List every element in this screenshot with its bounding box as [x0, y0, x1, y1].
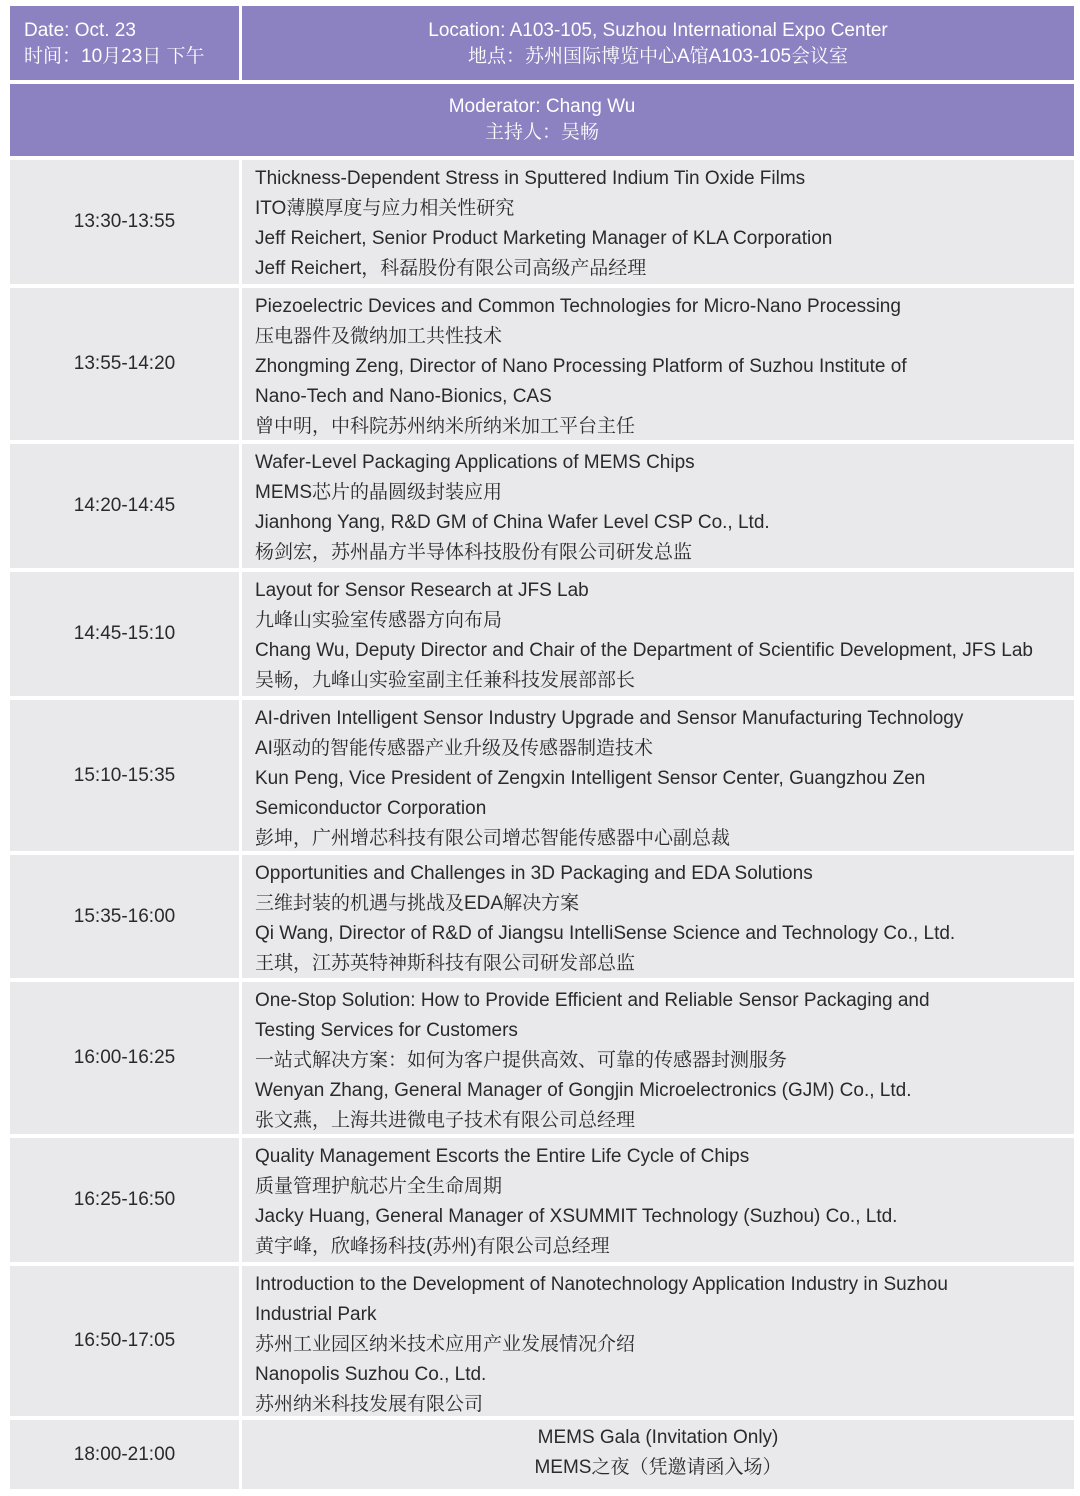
session-details — [242, 982, 1074, 1134]
session-details — [242, 1138, 1074, 1262]
session-row — [10, 982, 1074, 1134]
session-line: Introduction to the Development of Nanotechnology Application Industry in Suzhou — [255, 1274, 948, 1295]
session-line: Wenyan Zhang, General Manager of Gongjin Microelectronics (GJM) Co., Ltd. — [255, 1080, 912, 1101]
session-time: 16:25-16:50 — [10, 1138, 239, 1262]
session-time: 16:50-17:05 — [10, 1266, 239, 1416]
session-line: MEMS芯片的晶圆级封装应用 — [255, 482, 503, 503]
session-row — [10, 444, 1074, 568]
session-line: 吴畅，九峰山实验室副主任兼科技发展部部长 — [255, 670, 636, 691]
location-cell — [242, 6, 1074, 80]
session-line: Jacky Huang, General Manager of XSUMMIT Technology (Suzhou) Co., Ltd. — [255, 1206, 898, 1227]
session-line: ITO薄膜厚度与应力相关性研究 — [255, 198, 515, 219]
session-line: AI驱动的智能传感器产业升级及传感器制造技术 — [255, 738, 653, 759]
location-zh: 地点：苏州国际博览中心A馆A103-105会议室 — [467, 46, 849, 67]
date-cell — [10, 6, 239, 80]
moderator-cell — [10, 84, 1074, 156]
session-line: 王琪，江苏英特神斯科技有限公司研发部总监 — [255, 953, 636, 974]
session-line: Testing Services for Customers — [255, 1020, 518, 1041]
session-line: Semiconductor Corporation — [255, 798, 487, 819]
moderator-row — [10, 84, 1074, 156]
session-time: 16:00-16:25 — [10, 982, 239, 1134]
session-line: Nanopolis Suzhou Co., Ltd. — [255, 1364, 487, 1385]
session-time: 14:45-15:10 — [10, 572, 239, 696]
session-details — [242, 160, 1074, 284]
gala-cell — [242, 1420, 1074, 1489]
session-line: Jianhong Yang, R&D GM of China Wafer Level CSP Co., Ltd. — [255, 512, 770, 533]
session-line: 九峰山实验室传感器方向布局 — [255, 610, 503, 631]
session-row — [10, 1266, 1074, 1416]
session-line: 曾中明，中科院苏州纳米所纳米加工平台主任 — [255, 416, 636, 437]
session-line: Jeff Reichert，科磊股份有限公司高级产品经理 — [255, 258, 647, 279]
session-line: 压电器件及微纳加工共性技术 — [255, 326, 503, 347]
session-line: AI-driven Intelligent Sensor Industry Upgrade and Sensor Manufacturing Technology — [255, 708, 964, 729]
session-line: Piezoelectric Devices and Common Technologies for Micro-Nano Processing — [255, 296, 901, 317]
session-line: Wafer-Level Packaging Applications of MEMS Chips — [255, 452, 695, 473]
session-line: 杨剑宏，苏州晶方半导体科技股份有限公司研发总监 — [255, 542, 693, 563]
session-row — [10, 700, 1074, 851]
moderator-zh: 主持人：吴畅 — [484, 122, 599, 143]
session-line: Quality Management Escorts the Entire Life Cycle of Chips — [255, 1146, 750, 1167]
session-line: Chang Wu, Deputy Director and Chair of the Department of Scientific Development, JFS Lab — [255, 640, 1033, 661]
session-line: One-Stop Solution: How to Provide Efficient and Reliable Sensor Packaging and — [255, 990, 930, 1011]
session-details — [242, 700, 1074, 851]
session-line: Industrial Park — [255, 1304, 377, 1325]
session-line: Jeff Reichert, Senior Product Marketing Manager of KLA Corporation — [255, 228, 833, 249]
session-line: 苏州纳米科技发展有限公司 — [255, 1394, 484, 1415]
session-time: 15:10-15:35 — [10, 700, 239, 851]
session-details — [242, 288, 1074, 440]
session-line: 质量管理护航芯片全生命周期 — [255, 1176, 503, 1197]
session-line: 苏州工业园区纳米技术应用产业发展情况介绍 — [255, 1334, 636, 1355]
session-row — [10, 288, 1074, 440]
gala-time: 18:00-21:00 — [10, 1420, 239, 1489]
session-line: Zhongming Zeng, Director of Nano Processing Platform of Suzhou Institute of — [255, 356, 907, 377]
session-line: Thickness-Dependent Stress in Sputtered Indium Tin Oxide Films — [255, 168, 806, 189]
session-line: Nano-Tech and Nano-Bionics, CAS — [255, 386, 552, 407]
date-en: Date: Oct. 23 — [24, 20, 136, 41]
session-time: 14:20-14:45 — [10, 444, 239, 568]
session-details — [242, 444, 1074, 568]
session-line: Layout for Sensor Research at JFS Lab — [255, 580, 589, 601]
gala-row — [10, 1420, 1074, 1489]
location-en: Location: A103-105, Suzhou International Expo Center — [428, 20, 888, 41]
session-line: 一站式解决方案：如何为客户提供高效、可靠的传感器封测服务 — [255, 1050, 788, 1071]
header-row — [10, 6, 1074, 80]
gala-zh: MEMS之夜（凭邀请函入场） — [534, 1457, 782, 1478]
session-details — [242, 1266, 1074, 1416]
date-zh: 时间：10月23日 下午 — [24, 46, 205, 67]
session-line: Qi Wang, Director of R&D of Jiangsu IntelliSense Science and Technology Co., Ltd. — [255, 923, 956, 944]
moderator-en: Moderator: Chang Wu — [448, 96, 636, 117]
session-row — [10, 160, 1074, 284]
session-line: 黄宇峰，欣峰扬科技(苏州)有限公司总经理 — [255, 1236, 610, 1257]
session-details — [242, 572, 1074, 696]
session-line: Opportunities and Challenges in 3D Packaging and EDA Solutions — [255, 863, 813, 884]
gala-en: MEMS Gala (Invitation Only) — [537, 1427, 779, 1448]
session-details — [242, 855, 1074, 978]
session-row — [10, 572, 1074, 696]
session-time: 13:55-14:20 — [10, 288, 239, 440]
session-time: 15:35-16:00 — [10, 855, 239, 978]
session-line: 彭坤，广州增芯科技有限公司增芯智能传感器中心副总裁 — [255, 828, 731, 849]
session-line: 张文燕，上海共进微电子技术有限公司总经理 — [255, 1110, 636, 1131]
session-time: 13:30-13:55 — [10, 160, 239, 284]
session-line: 三维封装的机遇与挑战及EDA解决方案 — [255, 893, 580, 914]
session-row — [10, 1138, 1074, 1262]
session-row — [10, 855, 1074, 978]
session-line: Kun Peng, Vice President of Zengxin Intelligent Sensor Center, Guangzhou Zen — [255, 768, 926, 789]
